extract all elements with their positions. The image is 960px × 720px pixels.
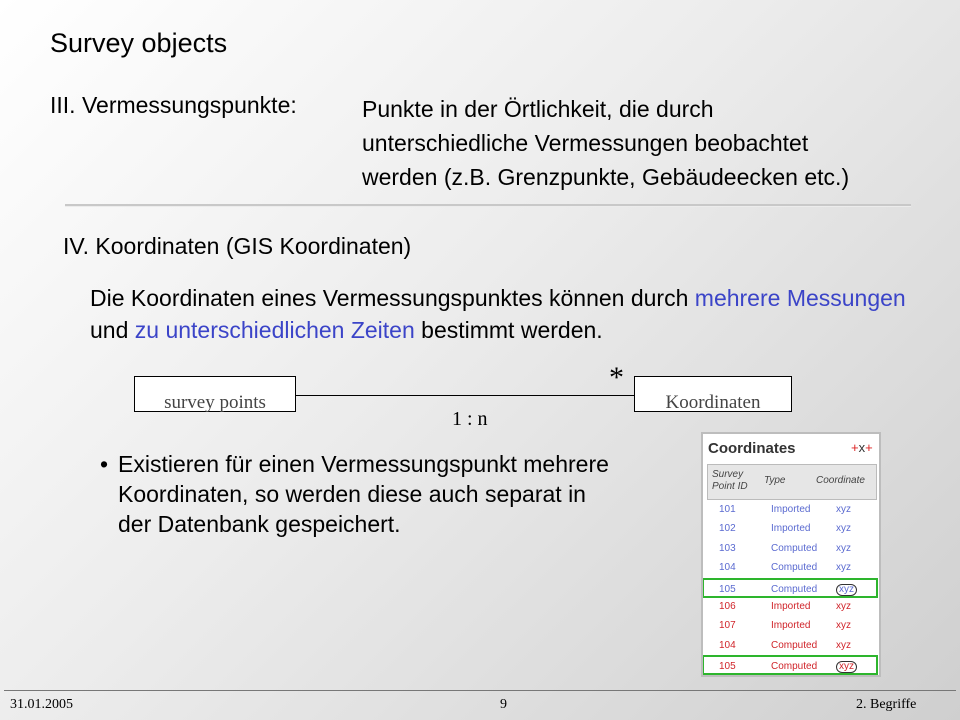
coordinates-table-image (701, 432, 881, 677)
header-coordinate: Coordinate (816, 475, 865, 486)
uml-class-survey-points: survey points (134, 376, 296, 412)
section3-text (362, 92, 952, 194)
cell-coordinate: xyz (836, 601, 851, 612)
cell-survey-point-id: 106 (719, 601, 736, 612)
section-divider (65, 204, 911, 207)
cell-coordinate: xyz (836, 639, 851, 651)
section3-line: unterschiedliche Vermessungen beobachtet (362, 130, 809, 156)
cell-survey-point-id: 104 (719, 639, 736, 651)
bullet-text: Existieren für einen Vermessungspunkt mehrere Koordinaten, so werden diese auch separat in der Datenbank gespeichert. (118, 451, 609, 537)
uml-relation-label: 1 : n (452, 408, 488, 430)
cell-type: Computed (771, 542, 818, 554)
cell-survey-point-id: 104 (719, 562, 736, 574)
table-row (709, 636, 875, 656)
section4-heading: IV. Koordinaten (GIS Koordinaten) (63, 233, 412, 259)
header-type: Type (764, 475, 786, 486)
para-highlight-different-times: zu unterschiedlichen Zeiten (134, 317, 415, 343)
cell-survey-point-id: 107 (719, 620, 736, 632)
cell-coordinate: xyz (836, 620, 851, 632)
footer-date: 31.01.2005 (10, 697, 73, 712)
footer-section: 2. Begriffe (856, 697, 917, 712)
cell-survey-point-id: 103 (719, 542, 736, 554)
bullet-dot-icon: • (100, 451, 109, 477)
footer-divider (4, 690, 956, 691)
cell-type: Computed (771, 639, 818, 651)
cell-survey-point-id: 102 (719, 523, 736, 535)
section3-label: III. Vermessungspunkte: (50, 92, 297, 118)
para-highlight-multiple-measurements: mehrere Messungen (694, 285, 906, 311)
cell-type: Imported (771, 523, 811, 535)
table-row (702, 655, 878, 675)
cell-type: Computed (771, 562, 818, 574)
uml-multiplicity-star: * (609, 361, 624, 394)
cell-coordinate: xyz (836, 562, 851, 574)
footer-page-number: 9 (500, 697, 507, 712)
cell-coordinate: xyz (836, 542, 851, 554)
cell-coordinate: xyz (836, 584, 857, 596)
coordinates-table-title: Coordinates (708, 440, 796, 457)
bullet-item (100, 449, 610, 539)
table-row (709, 616, 875, 636)
cell-survey-point-id: 101 (719, 504, 736, 515)
cell-survey-point-id: 105 (719, 583, 736, 595)
cell-type: Computed (771, 661, 818, 673)
cell-coordinate: xyz (836, 523, 851, 535)
table-row (709, 558, 875, 578)
section4-paragraph (90, 282, 920, 346)
uml-association-line (296, 395, 634, 396)
header-survey-point-id: Survey Point ID (712, 469, 748, 492)
section3-line: Punkte in der Örtlichkeit, die durch (362, 96, 714, 122)
cell-survey-point-id: 105 (719, 661, 736, 673)
para-text: Die Koordinaten eines Vermessungspunktes können durch (90, 285, 695, 311)
coordinate-points-icon: +x+ (851, 440, 873, 455)
cell-type: Computed (771, 583, 818, 595)
table-row (702, 578, 878, 598)
table-row (709, 539, 875, 559)
cell-coordinate: xyz (836, 661, 857, 673)
table-row (709, 597, 875, 617)
cell-type: Imported (771, 504, 811, 515)
para-text: und (90, 317, 135, 343)
cell-coordinate: xyz (836, 504, 851, 515)
coordinates-table-header (707, 464, 877, 500)
para-text: bestimmt werden. (414, 317, 603, 343)
slide-title: Survey objects (50, 28, 228, 58)
table-row (709, 519, 875, 539)
table-row (709, 500, 875, 520)
cell-type: Imported (771, 620, 811, 632)
cell-type: Imported (771, 601, 811, 612)
uml-class-koordinaten: Koordinaten (634, 376, 792, 412)
section3-line: werden (z.B. Grenzpunkte, Gebäudeecken etc.) (362, 164, 850, 190)
